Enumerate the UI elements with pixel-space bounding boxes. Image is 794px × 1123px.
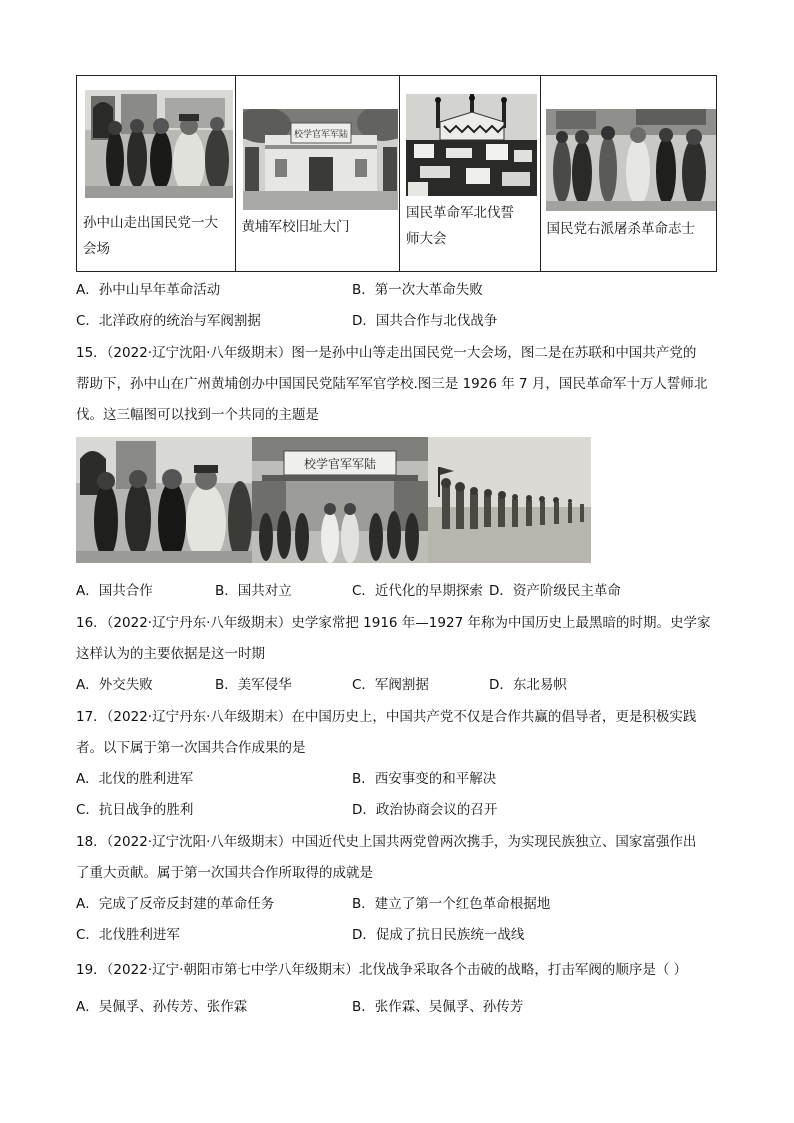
q17-option-c[interactable]: C．抗日战争的胜利	[76, 802, 194, 818]
photo-sun-yatsen-leaving-hall	[85, 90, 233, 198]
photo-figure-2-whampoa	[252, 437, 428, 563]
photo-table	[76, 75, 717, 272]
q16-option-d[interactable]: D．东北易帜	[489, 677, 567, 693]
gate-sign-text: 校学官军军陆	[293, 130, 348, 140]
q18-stem-line-2: 了重大贡献。属于第一次国共合作所取得的成就是	[76, 865, 373, 881]
photo-figure-1-sun-yatsen	[76, 437, 252, 563]
caption-whampoa-gate: 黄埔军校旧址大门	[241, 219, 350, 235]
caption-sun-yatsen: 孙中山走出国民党一大 会场	[83, 215, 218, 257]
q16-stem-line-1: 16．（2022·辽宁丹东·八年级期末）史学家常把 1916 年—1927 年称为中国历史上最黑暗的时期。史学家	[76, 615, 711, 631]
photo-figure-3-march	[428, 437, 591, 563]
q15-option-a[interactable]: A．国共合作	[76, 583, 153, 599]
caption-northern-expedition-rally: 国民革命军北伐誓 师大会	[405, 205, 514, 247]
q15-option-b[interactable]: B．国共对立	[215, 583, 292, 599]
q19-option-b[interactable]: B．张作霖、吴佩孚、孙传芳	[352, 999, 524, 1015]
q18-option-c[interactable]: C．北伐胜利进军	[76, 927, 180, 943]
q17-stem-line-1: 17．（2022·辽宁丹东·八年级期末）在中国历史上，中国共产党不仅是合作共赢的倡导者，更是积极实践	[76, 709, 697, 725]
q18-option-b[interactable]: B．建立了第一个红色革命根据地	[352, 896, 551, 912]
q14-option-c[interactable]: C．北洋政府的统治与军阀割据	[76, 313, 261, 329]
q14-option-d[interactable]: D．国共合作与北伐战争	[352, 313, 498, 329]
q14-option-a[interactable]: A．孙中山早年革命活动	[76, 282, 221, 298]
table-cell-whampoa-gate	[236, 76, 400, 271]
photo-kmt-right-wing-massacre	[546, 109, 716, 211]
q15-stem-line-1: 15．（2022·辽宁沈阳·八年级期末）图一是孙中山等走出国民党一大会场，图二是在苏联和中国共产党的	[76, 345, 697, 361]
q16-option-c[interactable]: C．军阀割据	[352, 677, 429, 693]
q18-option-a[interactable]: A．完成了反帝反封建的革命任务	[76, 896, 275, 912]
table-cell-northern-expedition-rally	[400, 76, 541, 271]
q17-stem-line-2: 者。以下属于第一次国共合作成果的是	[76, 740, 306, 756]
q15-stem-line-3: 伐。这三幅图可以找到一个共同的主题是	[76, 407, 319, 423]
q17-option-a[interactable]: A．北伐的胜利进军	[76, 771, 194, 787]
table-cell-massacre	[541, 76, 716, 271]
q16-stem-line-2: 这样认为的主要依据是这一时期	[76, 646, 265, 662]
q17-option-b[interactable]: B．西安事变的和平解决	[352, 771, 497, 787]
q19-option-a[interactable]: A．吴佩孚、孙传芳、张作霖	[76, 999, 248, 1015]
photo-whampoa-academy-gate	[243, 109, 398, 210]
q16-option-b[interactable]: B．美军侵华	[215, 677, 292, 693]
table-cell-sun-yatsen	[77, 76, 236, 271]
q15-stem-line-2: 帮助下，孙中山在广州黄埔创办中国国民党陆军军官学校.图三是 1926 年 7 月，国民革命军十万人誓师北	[76, 376, 708, 392]
q15-option-d[interactable]: D．资产阶级民主革命	[489, 583, 621, 599]
q14-option-b[interactable]: B．第一次大革命失败	[352, 282, 483, 298]
caption-massacre: 国民党右派屠杀革命志士	[546, 221, 696, 237]
q16-option-a[interactable]: A．外交失败	[76, 677, 153, 693]
q18-stem-line-1: 18．（2022·辽宁沈阳·八年级期末）中国近代史上国共两党曾两次携手，为实现民族独立、国家富强作出	[76, 834, 697, 850]
q15-option-c[interactable]: C．近代化的早期探索	[352, 583, 483, 599]
q19-stem-line-1: 19．（2022·辽宁·朝阳市第七中学八年级期末）北伐战争采取各个击破的战略，打击军阀的顺序是（ ）	[76, 962, 688, 978]
gate-sign-text-2: 校学官军军陆	[303, 457, 377, 471]
q18-option-d[interactable]: D．促成了抗日民族统一战线	[352, 927, 525, 943]
q17-option-d[interactable]: D．政治协商会议的召开	[352, 802, 498, 818]
photo-northern-expedition-oath-rally	[406, 94, 537, 196]
